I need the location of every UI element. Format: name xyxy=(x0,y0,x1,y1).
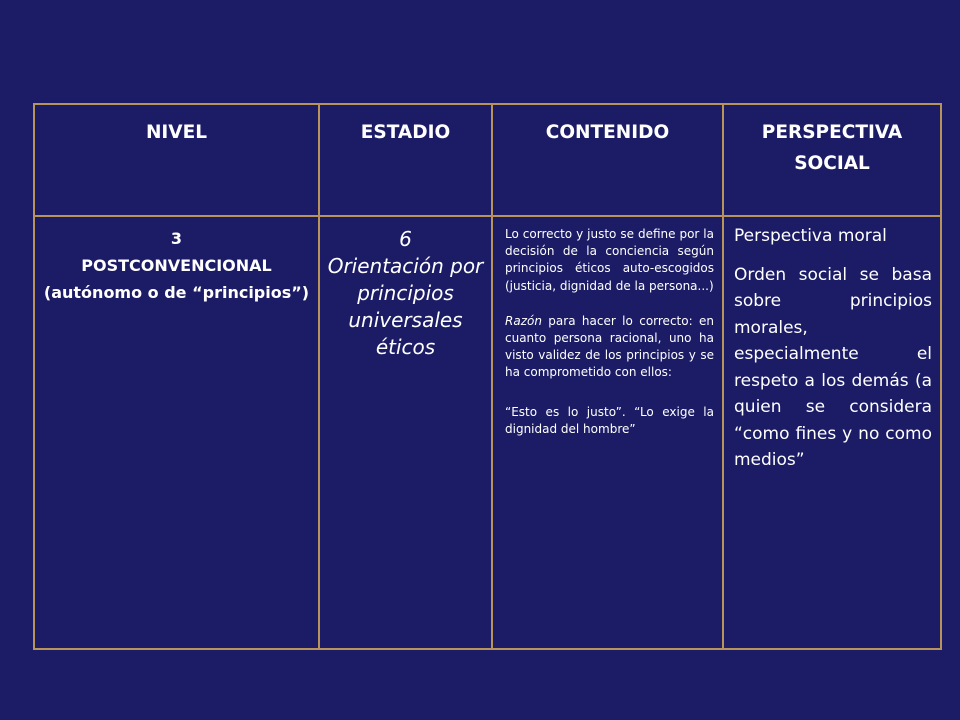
contenido-paragraph-1: Lo correcto y justo se define por la decisión de la conciencia según principios éticos auto-escogidos (justicia, dignidad de la persona...) xyxy=(505,227,714,293)
perspectiva-cell xyxy=(723,216,941,649)
table-row xyxy=(34,216,941,649)
contenido-paragraph-2 xyxy=(505,313,714,382)
nivel-qualifier: (autónomo o de “principios”) xyxy=(43,283,310,302)
nivel-cell xyxy=(34,216,319,649)
header-contenido: CONTENIDO xyxy=(492,104,723,216)
estadio-number: 6 xyxy=(399,227,412,251)
header-estadio: ESTADIO xyxy=(319,104,492,216)
contenido-emphasis: Razón xyxy=(505,313,542,328)
perspectiva-paragraph-1: Perspectiva moral xyxy=(734,226,887,246)
contenido-cell xyxy=(492,216,723,649)
contenido-paragraph-2-text: para hacer lo correcto: en cuanto persona racional, uno ha visto validez de los principios y se ha comprometido con ellos: xyxy=(505,313,714,380)
header-nivel: NIVEL xyxy=(34,104,319,216)
estadio-name: Orientación por principios universales éticos xyxy=(327,254,484,359)
contenido-paragraph-3: “Esto es lo justo”. “Lo exige la dignidad del hombre” xyxy=(505,404,714,436)
header-perspectiva-social: PERSPECTIVA SOCIAL xyxy=(723,104,941,216)
perspectiva-paragraph-2: Orden social se basa sobre principios morales, especialmente el respeto a los demás (a quien se considera “como fines y no como medios” xyxy=(734,264,932,470)
estadio-cell xyxy=(319,216,492,649)
kohlberg-stage-table xyxy=(33,103,942,650)
table-header-row xyxy=(34,104,941,216)
nivel-number: 3 xyxy=(170,229,183,248)
nivel-name: POSTCONVENCIONAL xyxy=(81,256,272,275)
